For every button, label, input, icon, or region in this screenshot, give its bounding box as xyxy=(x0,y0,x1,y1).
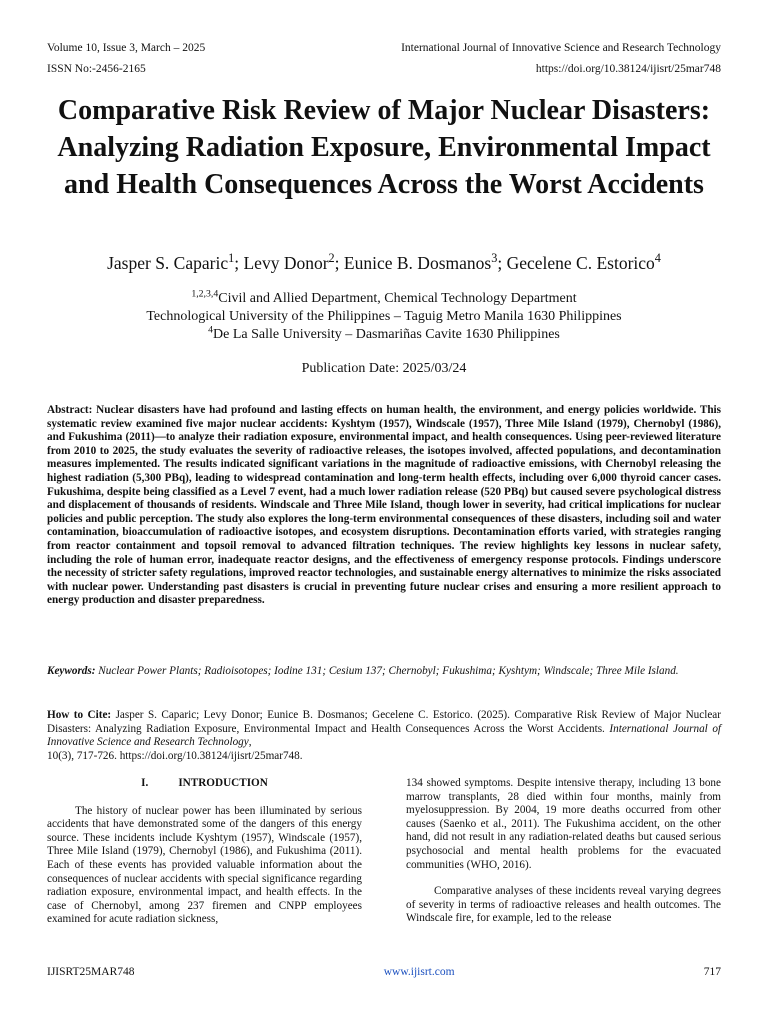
keywords-label: Keywords: xyxy=(47,665,96,677)
intro-paragraph-1-continued: 134 showed symptoms. Despite intensive therapy, including 13 bone marrow transplants, 28 died within four months, mainly from myelosuppression. By 2004, 19 more deaths occurred from other causes (Saenko et al., 2011). The Fukushima accident, on the other hand, did not result in any radiation-related deaths but caused serious psychosocial and mental health problems for the evacuated communities (WHO, 2016). xyxy=(406,777,721,871)
keywords-text: Nuclear Power Plants; Radioisotopes; Iodine 131; Cesium 137; Chernobyl; Fukushima; Kyshtym; Windscale; Three Mile Island. xyxy=(98,665,679,677)
section-heading xyxy=(47,777,362,791)
author: Jasper S. Caparic$^1$; xyxy=(107,251,244,273)
abstract-text: Nuclear disasters have had profound and lasting effects on human health, the environment, and energy policies worldwide. This systematic review examined five major nuclear accidents: Kyshtym (1957), Windscale (1957), Three Mile Island (1979), Chernobyl (1986), and Fukushima (2011)—to analyze their radiation exposure, environmental impact, and health consequences. Using peer-reviewed literature from 2010 to 2025, the study evaluates the severity of radioactive releases, the isotopes involved, affected populations, and decontamination measures implemented. The results indicated significant variations in the magnitude of radioactive emissions, with Chernobyl releasing the highest radiation (5,300 PBq), leading to widespread contamination and long-term health effects, including over 6,000 thyroid cancer cases. Fukushima, despite being classified as a Level 7 event, had a much lower radiation release (520 PBq) but caused severe psychological distress and displacement of thousands of residents. Windscale and Three Mile Island, though lower in severity, had critical implications for nuclear policies and public perception. The study also explores the long-term environmental consequences of these disasters, including soil and water contamination, bioaccumulation of radioactive isotopes, and ecosystem disruptions. Decontamination efforts varied, with strategies ranging from reactor containment and topsoil removal to advanced filtration techniques. The review highlights key lessons in nuclear safety, including the role of human error, inadequate reactor designs, and the effectiveness of emergency response protocols. Findings underscore the necessity of stricter safety regulations, improved reactor technologies, and sustainable energy alternatives to minimize the risks associated with nuclear power. Understanding past disasters is crucial in preventing future nuclear crises and ensuring a more resilient approach to energy production and disaster preparedness. xyxy=(47,404,722,607)
how-to-cite: How to Cite: Jasper S. Caparic; Levy Donor; Eunice B. Dosmanos; Gecelene C. Estorico. (2025). Comparative Risk Review of Major Nuclear Disasters: Analyzing Radiation Exposure, Environmental Impact and Health Consequences Across the Worst Accidents. International Journal of Innovative Science and Research Technology, 10(3), 717-726. https://doi.org/10.38124/ijisrt/25mar748. xyxy=(47,709,722,762)
author-list xyxy=(40,253,728,274)
body-column-left xyxy=(47,777,362,927)
section-number: I. xyxy=(141,777,149,789)
header-doi[interactable]: https://doi.org/10.38124/ijisrt/25mar748 xyxy=(535,63,721,75)
affiliation-3: $^4$De La Salle University – Dasmariñas Cavite 1630 Philippines xyxy=(208,324,560,342)
running-header-top xyxy=(47,42,721,54)
keywords xyxy=(47,665,721,679)
cite-text: Jasper S. Caparic; Levy Donor; Eunice B. Dosmanos; Gecelene C. Estorico. (2025). Comparative Risk Review of Major Nuclear Disasters: Analyzing Radiation Exposure, Environmental Impact and Health Consequences Across the Worst Accidents. xyxy=(47,709,721,735)
author: Gecelene C. Estorico$^4$ xyxy=(506,251,661,273)
affiliation-2: Technological University of the Philippines – Taguig Metro Manila 1630 Philippines xyxy=(146,309,622,324)
paper-title: Comparative Risk Review of Major Nuclear Disasters: Analyzing Radiation Exposure, Environmental Impact and Health Consequences Across the Worst Accidents xyxy=(57,95,711,200)
abstract xyxy=(47,404,721,608)
body-column-right xyxy=(406,777,721,926)
author: Eunice B. Dosmanos$^3$; xyxy=(343,251,507,273)
running-header-bottom xyxy=(47,63,721,75)
intro-paragraph-1: The history of nuclear power has been illuminated by serious accidents that have demonstrated some of the dangers of this energy source. These incidents include Kyshtym (1957), Windscale (1957), Three Mile Island (1979), Chernobyl (1986), and Fukushima (2011). Each of these events has provided valuable information about the consequences of nuclear accidents with special significance regarding radiation exposure, environmental impact, and health effects. In the case of Chernobyl, among 237 firemen and CNPP employees examined for acute radiation sickness, xyxy=(47,804,362,926)
cite-label: How to Cite: xyxy=(47,709,112,721)
intro-paragraph-2: Comparative analyses of these incidents reveal varying degrees of severity in terms of radioactive releases and health outcomes. The Windscale fire, for example, led to the release xyxy=(406,885,721,925)
page-footer xyxy=(47,966,721,978)
volume-info: Volume 10, Issue 3, March – 2025 xyxy=(47,42,206,54)
journal-name: International Journal of Innovative Science and Research Technology xyxy=(401,42,721,54)
cite-doi[interactable]: 10(3), 717-726. https://doi.org/10.38124/ijisrt/25mar748. xyxy=(47,749,303,762)
page-number: 717 xyxy=(703,966,721,978)
issn: ISSN No:-2456-2165 xyxy=(47,63,146,75)
cite-journal: International Journal of Innovative Science and Research Technology xyxy=(47,722,722,749)
paper-id: IJISRT25MAR748 xyxy=(47,966,135,978)
publication-date: Publication Date: 2025/03/24 xyxy=(301,361,467,376)
journal-website-link[interactable]: www.ijisrt.com xyxy=(383,966,455,978)
author: Levy Donor$^2$; xyxy=(243,251,344,273)
abstract-label: Abstract: xyxy=(47,404,93,416)
section-title: INTRODUCTION xyxy=(178,777,268,789)
affiliation-1: $^{1,2,3,4}$Civil and Allied Department, Chemical Technology Department xyxy=(191,288,577,306)
